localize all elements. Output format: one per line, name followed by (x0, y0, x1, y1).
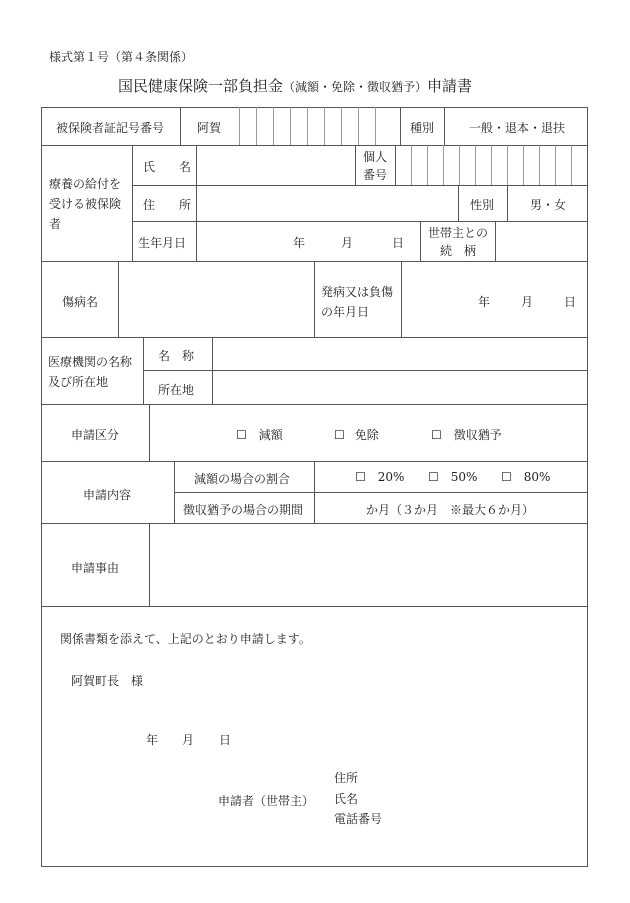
birth-month-label: 月 (341, 236, 354, 250)
applicant-name-label: 氏名 (334, 792, 359, 806)
checkbox-icon[interactable]: ☐ (501, 470, 512, 484)
application-statement: 関係書類を添えて、上記のとおり申請します。 (60, 632, 311, 646)
insurance-number-prefix: 阿賀 (197, 121, 222, 135)
institution-location-field[interactable] (213, 371, 587, 403)
deferral-period-value[interactable]: か月（３か月 ※最大６か月） (366, 503, 535, 517)
gender-label: 性別 (470, 198, 495, 212)
content-label: 申請内容 (83, 488, 132, 502)
birthdate-label: 生年月日 (138, 236, 187, 250)
name-field[interactable] (197, 146, 354, 184)
reduction-ratio-label: 減額の場合の割合 (194, 472, 291, 486)
checkbox-icon[interactable]: ☐ (431, 428, 442, 442)
address-label: 住 所 (143, 198, 192, 212)
checkbox-icon[interactable]: ☐ (355, 470, 366, 484)
type-label: 種別 (410, 121, 435, 135)
checkbox-icon[interactable]: ☐ (428, 470, 439, 484)
injury-label: 傷病名 (62, 295, 99, 309)
reason-label: 申請事由 (71, 561, 120, 575)
gender-value[interactable]: 男・女 (530, 198, 567, 212)
onset-month-label: 月 (521, 295, 534, 309)
form-number: 様式第１号（第４条関係） (49, 50, 194, 64)
category-label: 申請区分 (71, 428, 120, 442)
deferral-period-label: 徴収猶予の場合の期間 (183, 503, 304, 517)
institution-name-label: 名 称 (158, 349, 195, 363)
reduction-option-20[interactable]: ☐ 20% (355, 470, 405, 484)
medical-institution-label: 医療機関の名称 及び所在地 (48, 355, 133, 389)
addressee: 阿賀町長 様 (71, 674, 144, 688)
reduction-option-50[interactable]: ☐ 50% (428, 470, 478, 484)
date-day-label: 日 (219, 733, 232, 747)
applicant-label: 申請者（世帯主） (218, 794, 315, 808)
applicant-phone-label: 電話番号 (334, 812, 383, 826)
onset-year-label: 年 (478, 295, 491, 309)
name-label: 氏 名 (143, 160, 192, 174)
insurance-number-field[interactable] (239, 107, 392, 145)
checkbox-icon[interactable]: ☐ (334, 428, 345, 442)
insurance-number-label: 被保険者証記号番号 (56, 121, 165, 135)
category-option-reduction[interactable]: ☐ 減額 (236, 428, 283, 442)
address-field[interactable] (197, 186, 457, 220)
reason-field[interactable] (150, 524, 587, 605)
institution-location-label: 所在地 (158, 383, 195, 397)
onset-date-label: 発病又は負傷 の年月日 (321, 285, 394, 319)
title-sub: （減額・免除・徴収猶予） (283, 80, 428, 94)
onset-day-label: 日 (564, 295, 577, 309)
relation-label: 世帯主との 続 柄 (427, 226, 488, 258)
insured-section-label: 療養の給付を 受ける被保険 者 (49, 177, 122, 231)
type-value[interactable]: 一般・退本・退扶 (469, 121, 566, 135)
institution-name-field[interactable] (213, 338, 587, 369)
applicant-address-label: 住所 (334, 771, 359, 785)
individual-number-label: 個人 番号 (363, 150, 388, 182)
date-year-label: 年 (146, 733, 159, 747)
birth-day-label: 日 (392, 236, 405, 250)
birth-year-label: 年 (293, 236, 306, 250)
date-month-label: 月 (182, 733, 195, 747)
reduction-option-80[interactable]: ☐ 80% (501, 470, 551, 484)
individual-number-field[interactable] (396, 146, 587, 184)
title-main: 国民健康保険一部負担金 (118, 77, 284, 95)
category-option-exemption[interactable]: ☐ 免除 (334, 428, 379, 442)
category-option-deferral[interactable]: ☐ 徴収猶予 (431, 428, 502, 442)
checkbox-icon[interactable]: ☐ (236, 428, 247, 442)
title-end: 申請書 (427, 77, 473, 95)
relation-field[interactable] (496, 222, 587, 260)
injury-field[interactable] (119, 262, 313, 336)
form-title (118, 75, 472, 96)
